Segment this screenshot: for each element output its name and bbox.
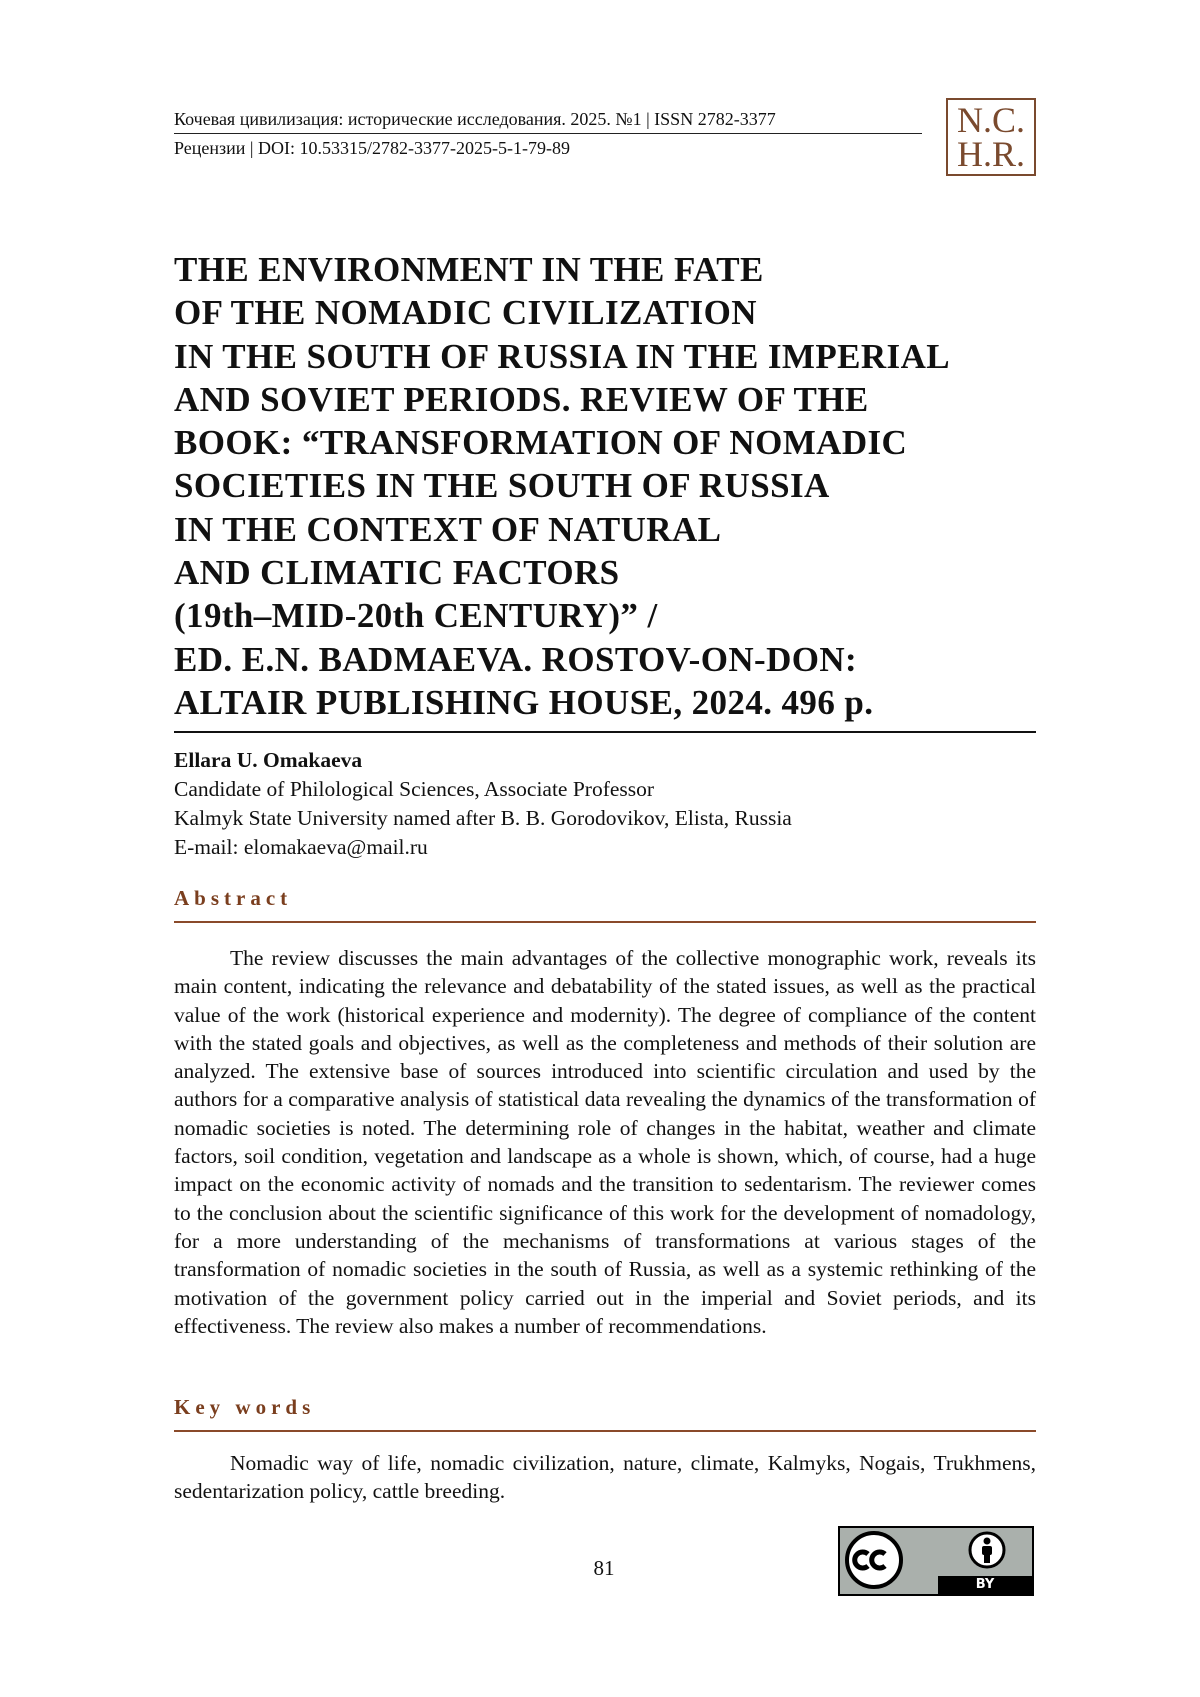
page-number: 81 [593, 1556, 615, 1580]
title-divider [174, 731, 1036, 733]
badge-by-label: BY [975, 1577, 995, 1592]
title-line: THE ENVIRONMENT IN THE FATE [174, 250, 764, 289]
journal-logo [946, 98, 1036, 176]
title-line: ED. E.N. BADMAEVA. ROSTOV-ON-DON: [174, 639, 858, 679]
title-line: (19th–MID-20th CENTURY)” / [174, 596, 658, 636]
logo-line-2: H.R. [956, 134, 1025, 174]
title-line: AND SOVIET PERIODS. REVIEW OF THE [174, 379, 869, 419]
abstract-text: The review discusses the main advantages of the collective monographic work, reveals its main content, indicating the relevance and debatability of the stated issues, as well as the practical value of the work (historical experience and modernity). The degree of compliance of the content with the stated goals and objectives, as well as the completeness and methods of their solution are analyzed. The extensive base of sources introduced into scientific circulation and used by the authors for a comparative analysis of statistical data revealing the dynamics of the transformation of nomadic societies is noted. The determining role of changes in the habitat, weather and climate factors, soil condition, vegetation and landscape as a whole is shown, which, of course, had a huge impact on the economic activity of nomads and the transition to sedentarism. The reviewer comes to the conclusion about the scientific significance of this work for the development of nomadology, for a more understanding of the mechanisms of transformations at various stages of the transformation of nomadic societies in the south of Russia, as well as a systemic rethinking of the motivation of the government policy carried out in the imperial and Soviet periods, and its effectiveness. The review also makes a number of recommendations. [174, 946, 1036, 1338]
article-title [174, 248, 1034, 724]
section-doi-line: Рецензии | DOI: 10.53315/2782-3377-2025-5-1-79-89 [174, 138, 570, 158]
keywords-heading: Key words [174, 1395, 1036, 1432]
author-email: E-mail: elomakaeva@mail.ru [174, 835, 428, 859]
author-name: Ellara U. Omakaeva [174, 748, 363, 772]
title-line: IN THE CONTEXT OF NATURAL [174, 509, 722, 549]
author-affiliation: Kalmyk State University named after B. B. Gorodovikov, Elista, Russia [174, 806, 792, 830]
author-block [174, 746, 1034, 862]
author-degree: Candidate of Philological Sciences, Associate Professor [174, 777, 655, 801]
journal-line: Кочевая цивилизация: исторические исследования. 2025. №1 | ISSN 2782-3377 [174, 108, 922, 134]
keywords-text: Nomadic way of life, nomadic civilization, nature, climate, Kalmyks, Nogais, Trukhmens, sedentarization policy, cattle breeding. [174, 1451, 1036, 1504]
cc-by-license-badge[interactable] [838, 1526, 1034, 1596]
title-line: BOOK: “TRANSFORMATION OF NOMADIC [174, 423, 908, 463]
title-line: AND CLIMATIC FACTORS [174, 553, 620, 593]
title-line: SOCIETIES IN THE SOUTH OF RUSSIA [174, 466, 830, 506]
abstract-heading: Abstract [174, 886, 1036, 923]
title-line: OF THE NOMADIC CIVILIZATION [174, 293, 757, 333]
title-line: IN THE SOUTH OF RUSSIA IN THE IMPERIAL [174, 336, 950, 376]
logo-line-1: N.C. [956, 100, 1025, 140]
running-header [174, 108, 922, 159]
title-line: ALTAIR PUBLISHING HOUSE, 2024. 496 p. [174, 682, 874, 722]
